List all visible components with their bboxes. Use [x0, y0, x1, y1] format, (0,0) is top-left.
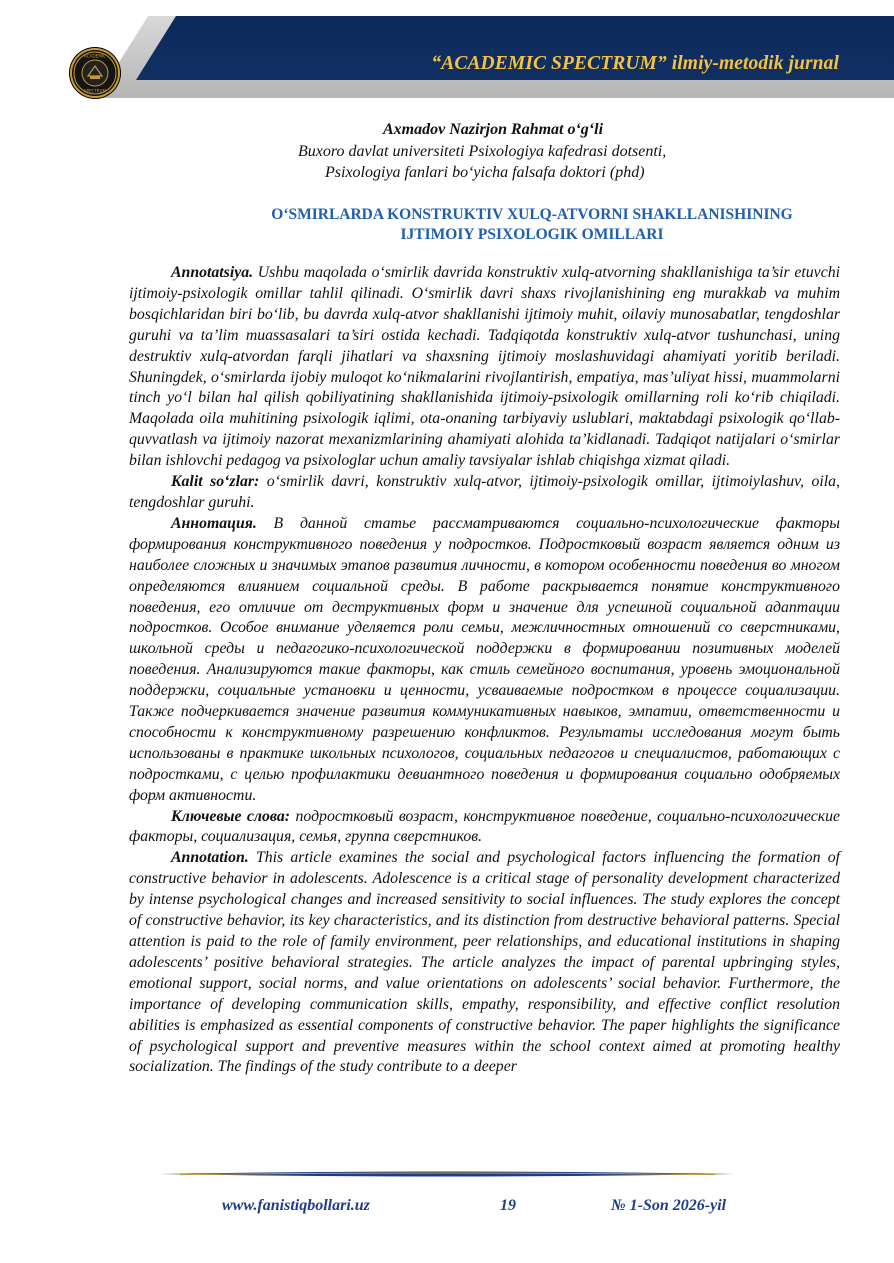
academic-spectrum-logo-icon	[70, 48, 120, 98]
keywords-ru-label: Ключевые слова:	[171, 807, 291, 825]
author-affiliation-1: Buxoro davlat universiteti Psixologiya kafedrasi dotsenti,	[298, 143, 667, 160]
article-body	[129, 263, 840, 1078]
logo-text-top: ACADEMIC	[83, 53, 107, 59]
footer-divider	[160, 1170, 735, 1178]
annotation-uz-paragraph	[129, 263, 840, 472]
annotation-en-text: This article examines the social and psychological factors influencing the formation of constructive behavior in adolescents. Adolescence is a critical stage of personality development characterized by intense psychological changes and increased sensitivity to social influences. The study explores the concept of constructive behavior, its key characteristics, and its distinction from destructive behavioral patterns. Special attention is paid to the role of family environment, peer relationships, and educational institutions in shaping adolescents’ positive behavioral strategies. The article analyzes the impact of parental upbringing styles, emotional support, social norms, and value orientations on adolescents’ social behavior. Furthermore, the importance of developing communication skills, empathy, responsibility, and effective conflict resolution abilities is emphasized as essential components of constructive behavior. The paper highlights the significance of psychological support and preventive measures within the school context aimed at promoting healthy socialization. The findings of the study contribute to a deeper	[129, 849, 840, 1076]
keywords-ru-text: подростковый возраст, конструктивное поведение, социально-психологические факторы, социализация, семья, группа сверстников.	[129, 807, 841, 846]
annotation-ru-paragraph	[129, 514, 840, 807]
annotation-uz-label: Annotatsiya.	[171, 264, 254, 281]
journal-title: “ACADEMIC SPECTRUM” ilmiy-metodik jurnal	[431, 53, 839, 74]
keywords-ru-paragraph	[129, 807, 840, 849]
logo-seal-graphic	[70, 48, 120, 98]
annotation-en-label: Annotation.	[171, 849, 249, 867]
article-title-line-2: IJTIMOIY PSIXOLOGIK OMILLARI	[400, 226, 664, 243]
keywords-uz-text: o‘smirlik davri, konstruktiv xulq-atvor, ijtimoiy-psixologik omillar, ijtimoiylashuv, oila, tengdoshlar guruhi.	[129, 473, 840, 511]
annotation-ru-text: В данной статье рассматриваются социально-психологические факторы формирования конструктивного поведения у подростков. Подростковый возраст является одним из наиболее сложных и значимых этапов развития личности, в котором особенности поведения во многом определяются влиянием социальной среды. В работе раскрывается понятие конструктивного поведения, его отличие от деструктивных форм и значение для успешной социальной адаптации подростков. Особое внимание уделяется роли семьи, межличностных отношений со сверстниками, школьной среды и педагогико-психологической поддержки в формировании позитивных моделей поведения. Анализируются такие факторы, как стиль семейного воспитания, уровень эмоциональной поддержки, социальные установки и ценности, усваиваемые подростком в процессе социализации. Также подчеркивается значение развития коммуникативных навыков, эмпатии, ответственности и способности к конструктивному разрешению конфликтов. Результаты исследования могут быть использованы в практике школьных психологов, социальных педагогов и специалистов, работающих с подростками, с целью профилактики девиантного поведения и формирования социально одобряемых форм активности.	[129, 514, 840, 804]
logo-text-bottom: SPECTRUM	[84, 88, 106, 94]
annotation-uz-text: Ushbu maqolada o‘smirlik davrida konstruktiv xulq-atvorning shakllanishiga ta’sir etuvchi ijtimoiy-psixologik omillar tahlil qilinadi. O‘smirlik davri shaxs rivojlanishining eng murakkab va muhim bosqichlaridan biri bo‘lib, bu davrda xulq-atvor shakllanishi ijtimoiy muhit, oilaviy munosabatlar, tengdoshlar guruhi va ta’lim muassasalari ta’siri ostida kechadi. Tadqiqotda konstruktiv xulq-atvor tushunchasi, uning destruktiv xulq-atvordan farqli jihatlari va shaxsning ijtimoiy moslashuvidagi ahamiyati yoritib beriladi. Shuningdek, o‘smirlarda ijobiy muloqot ko‘nikmalarini rivojlantirish, empatiya, mas’uliyat hissi, muammolarni tinch yo‘l bilan hal qilish qobiliyatining shakllanishida ijtimoiy-psixologik omillarning roli ko‘rib chiqiladi. Maqolada oila muhitining psixologik iqlimi, ota-onaning tarbiyaviy uslublari, maktabdagi psixologik qo‘llab-quvvatlash va ijtimoiy nazorat mexanizmlarining ahamiyati alohida ta’kidlanadi. Tadqiqot natijalari o‘smirlar bilan ishlovchi pedagog va psixologlar uchun amaliy tavsiyalar ishlab chiqishga xizmat qiladi.	[129, 264, 840, 470]
keywords-uz-label: Kalit so‘zlar:	[171, 473, 260, 491]
article-title-line-1: O‘SMIRLARDA KONSTRUKTIV XULQ-ATVORNI SHAKLLANISHINING	[271, 206, 793, 223]
author-affiliation-2: Psixologiya fanlari bo‘yicha falsafa doktori (phd)	[325, 164, 645, 181]
journal-header	[0, 0, 894, 118]
article-title	[130, 205, 874, 245]
footer-issue: № 1-Son 2026-yil	[611, 1197, 727, 1214]
annotation-ru-label: Аннотация.	[171, 514, 257, 532]
author-name: Axmadov Nazirjon Rahmat o‘g‘li	[383, 121, 604, 138]
keywords-uz-paragraph	[129, 472, 840, 514]
annotation-en-paragraph	[129, 848, 840, 1078]
footer-website: www.fanistiqbollari.uz	[222, 1197, 370, 1214]
footer-page-number: 19	[500, 1197, 516, 1214]
